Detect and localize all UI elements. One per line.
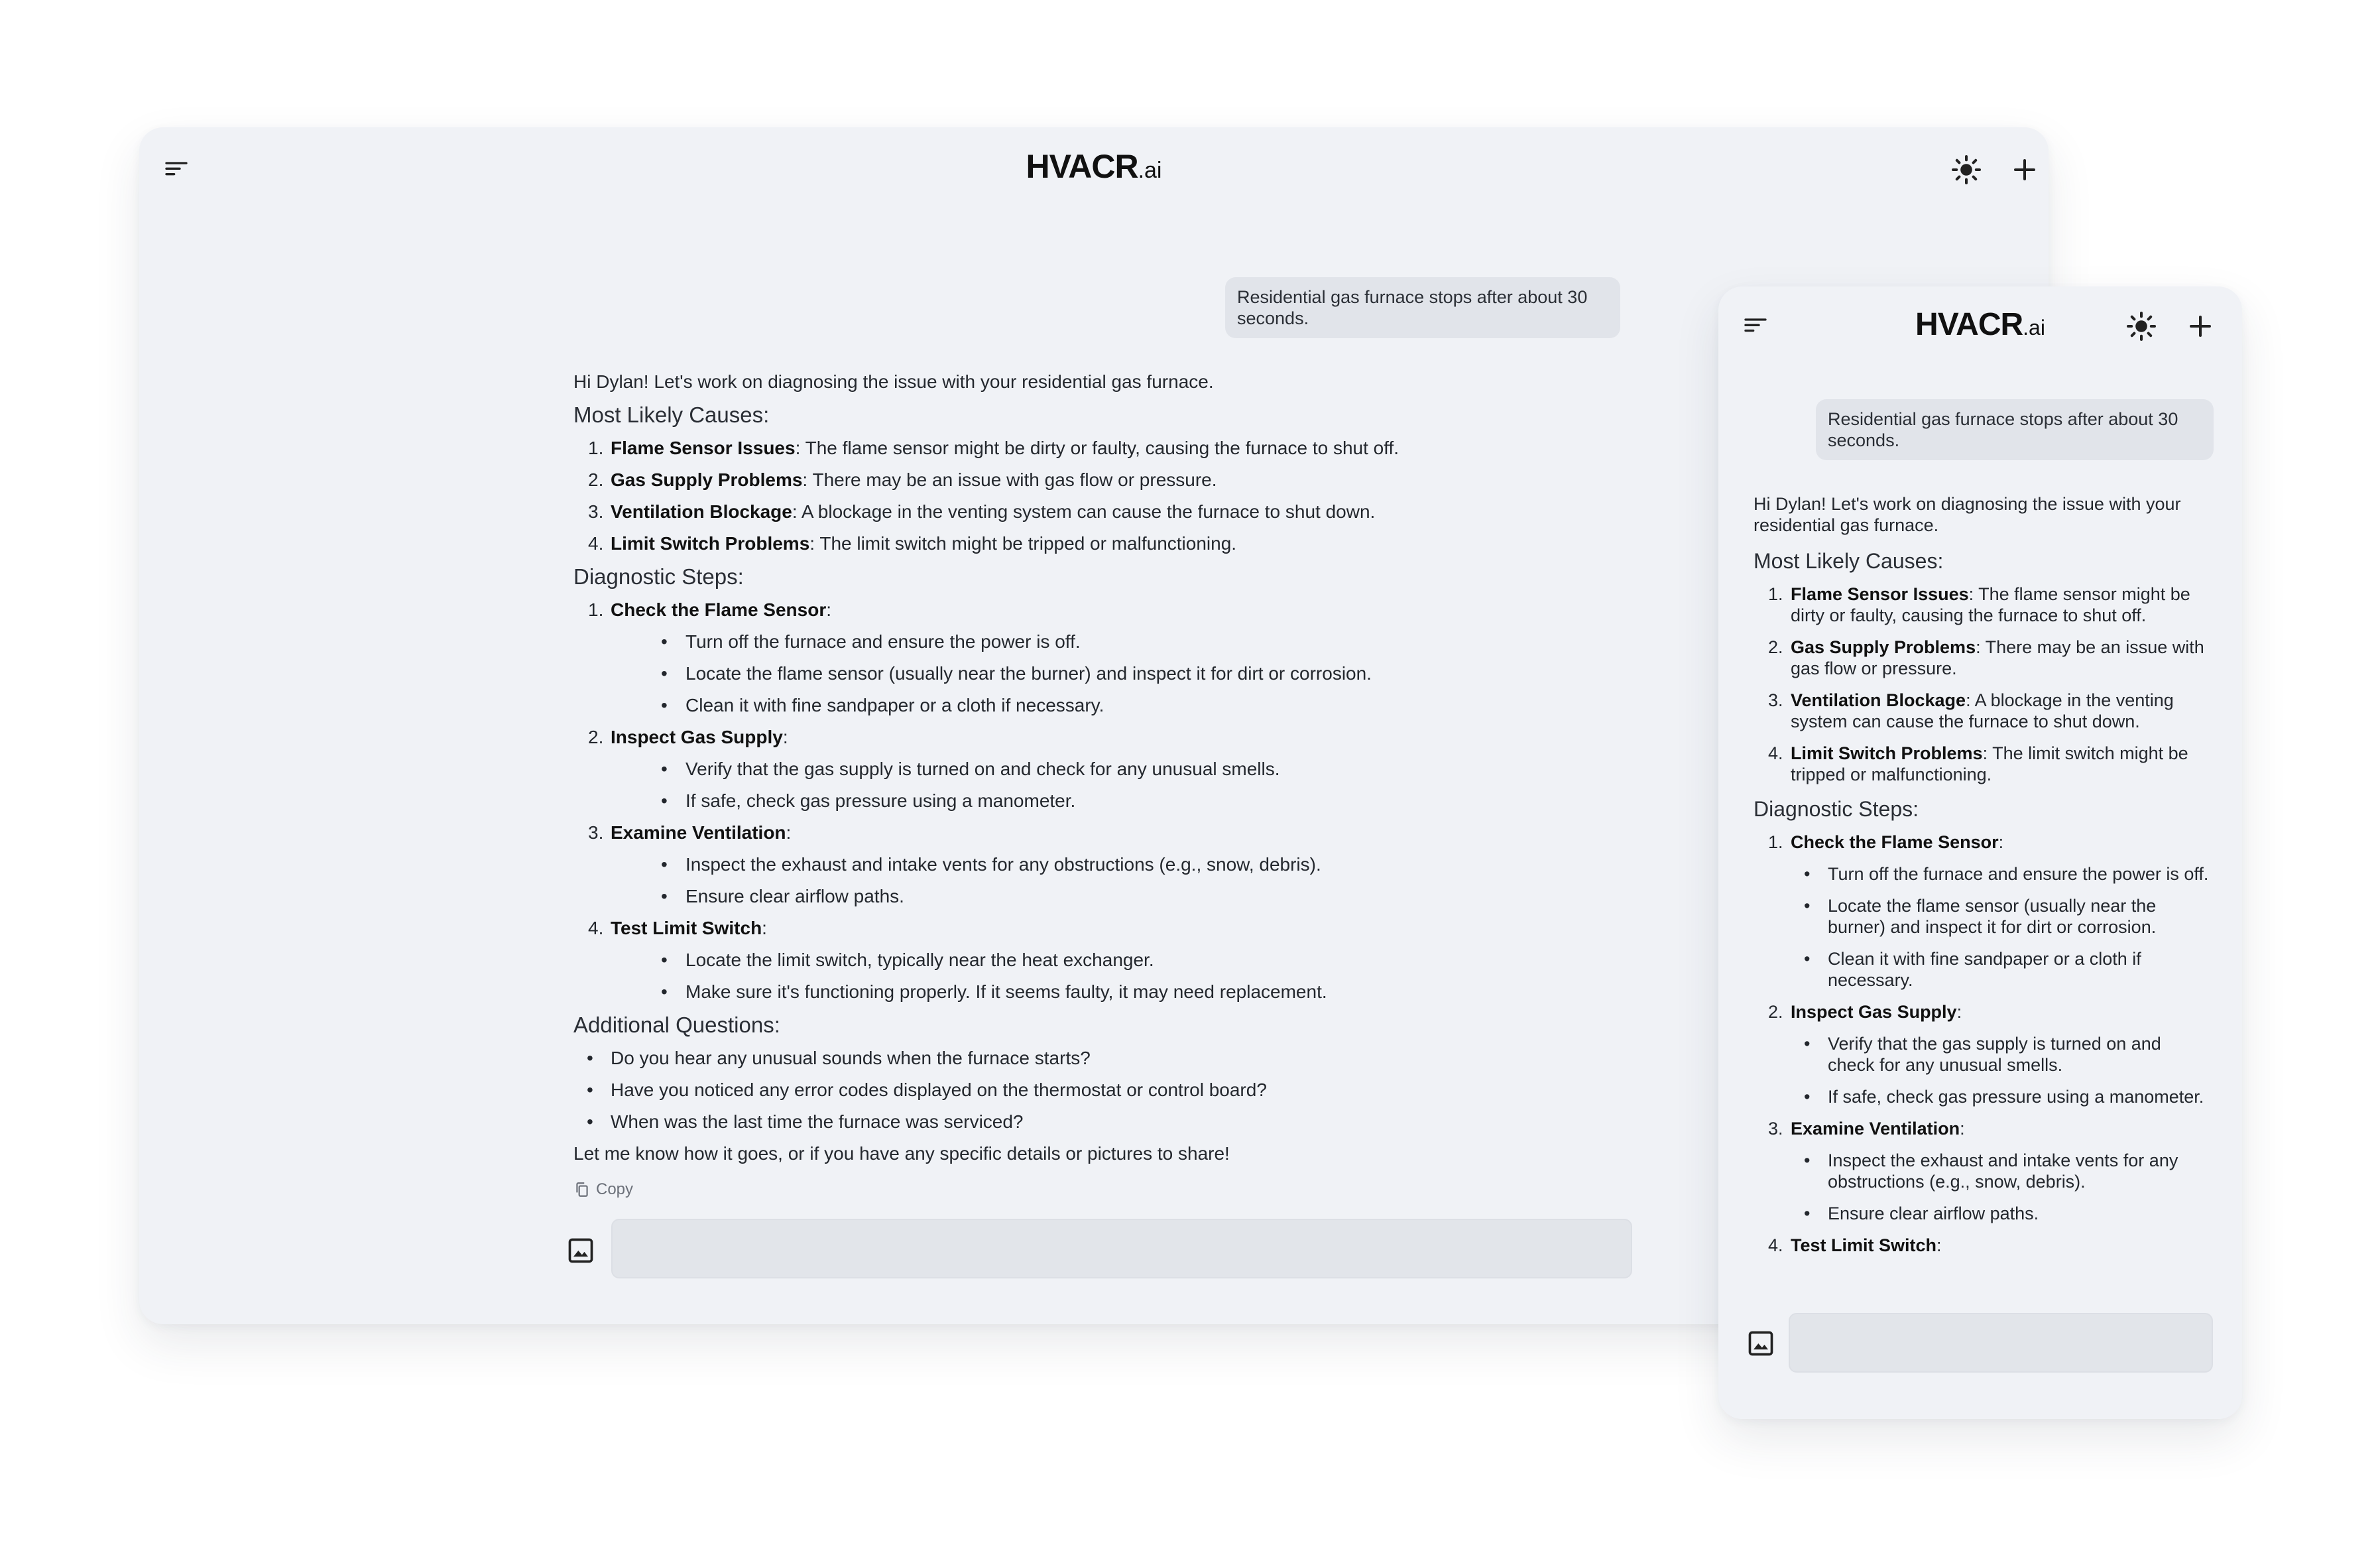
list-item: 2. Gas Supply Problems: There may be an issue with gas flow or pressure. [588,469,1217,490]
logo-main: HVACR [1026,148,1138,185]
questions-heading: Additional Questions: [573,1013,780,1037]
list-item: • If safe, check gas pressure using a manometer. [661,790,1076,811]
sun-icon[interactable] [1950,154,1982,186]
mobile-chat-window [1718,286,2242,1419]
list-item: • Ensure clear airflow paths. [661,886,904,906]
causes-list [1754,584,2211,785]
causes-heading: Most Likely Causes: [1754,549,1944,573]
logo-suffix: .ai [1138,158,1162,183]
list-item: • When was the last time the furnace was serviced? [587,1111,1024,1132]
chat-input[interactable] [611,1219,1632,1278]
list-item: 3. Ventilation Blockage: A blockage in the venting system can cause the furnace to shut down. [1768,690,2174,731]
list-item: • Ensure clear airflow paths. [1804,1204,2039,1223]
greeting-text: Hi Dylan! Let's work on diagnosing the issue with your residential gas furnace. [1754,494,2181,535]
list-item: • Have you noticed any error codes displayed on the thermostat or control board? [587,1080,1267,1100]
list-item: • Locate the flame sensor (usually near the burner) and inspect it for dirt or corrosion. [661,663,1372,684]
chat-input[interactable] [1789,1313,2213,1373]
steps-heading: Diagnostic Steps: [573,564,744,589]
plus-icon[interactable] [2184,310,2216,342]
steps-heading: Diagnostic Steps: [1754,797,1919,821]
menu-lines-icon[interactable] [163,156,190,183]
questions-list [573,1042,1740,1138]
causes-list [573,432,1740,560]
list-item: • Make sure it's functioning properly. If it seems faulty, it may need replacement. [661,981,1327,1002]
logo-main: HVACR [1915,307,2023,342]
user-message-text: Residential gas furnace stops after about 30 seconds. [1828,409,2178,450]
list-item: 3. Examine Ventilation: • Inspect the exhaust and intake vents for any obstructions (e.g., snow, debris). • Ensure clear airflow paths. [573,817,1740,912]
list-item: 2. Inspect Gas Supply: • Verify that the gas supply is turned on and check for any unusual smells. • If safe, check gas pressure using a manometer. [1754,1001,2211,1107]
list-item: • Verify that the gas supply is turned on and check for any unusual smells. [661,759,1280,779]
list-item: • Turn off the furnace and ensure the power is off. [661,631,1081,652]
list-item: 2. Gas Supply Problems: There may be an issue with gas flow or pressure. [1768,637,2204,678]
list-item: 4. Test Limit Switch: • Locate the limit switch, typically near the heat exchanger. • Make sure it's functioning properly. If it seems faulty, it may need replacement. [573,912,1740,1008]
list-item: 4. Test Limit Switch: [1768,1235,1942,1255]
app-logo [1915,306,2045,343]
list-item: 3. Ventilation Blockage: A blockage in the venting system can cause the furnace to shut down. [588,501,1376,522]
logo-suffix: .ai [2023,316,2045,340]
list-item: 3. Examine Ventilation: • Inspect the exhaust and intake vents for any obstructions (e.g., snow, debris). • Ensure clear airflow paths. [1754,1118,2211,1224]
copy-icon [573,1181,591,1198]
input-bar [1718,1300,2242,1419]
user-message-bubble [1225,277,1620,338]
closing-text: Let me know how it goes, or if you have any specific details or pictures to share! [573,1143,1230,1164]
list-item: 4. Limit Switch Problems: The limit switch might be tripped or malfunctioning. [588,533,1237,554]
copy-label: Copy [596,1180,634,1198]
list-item: • Clean it with fine sandpaper or a cloth if necessary. [1804,949,2141,990]
list-item: 1. Flame Sensor Issues: The flame sensor might be dirty or faulty, causing the furnace to shut off. [1768,584,2190,625]
list-item: 2. Inspect Gas Supply: • Verify that the gas supply is turned on and check for any unusual smells. • If safe, check gas pressure using a manometer. [573,721,1740,817]
list-item: • Do you hear any unusual sounds when the furnace starts? [587,1048,1091,1068]
sun-icon[interactable] [2125,310,2157,342]
list-item: 1. Check the Flame Sensor: • Turn off the furnace and ensure the power is off. • Locate the flame sensor (usually near the burner) and inspect it for dirt or corrosion. • Clean it with fine sandpaper or a cloth if necessary. [573,594,1740,721]
list-item: • If safe, check gas pressure using a manometer. [1804,1087,2204,1107]
list-item: 1. Check the Flame Sensor: • Turn off the furnace and ensure the power is off. • Locate the flame sensor (usually near the burner) and inspect it for dirt or corrosion. • Clean it with fine sandpaper or a cloth if necessary. [1754,832,2211,991]
list-item: 4. Limit Switch Problems: The limit switch might be tripped or malfunctioning. [1768,743,2188,784]
list-item: • Inspect the exhaust and intake vents for any obstructions (e.g., snow, debris). [661,854,1321,875]
user-message-bubble [1816,399,2214,460]
image-icon[interactable] [1746,1329,1775,1358]
list-item: • Clean it with fine sandpaper or a cloth if necessary. [661,695,1104,715]
list-item: • Inspect the exhaust and intake vents for any obstructions (e.g., snow, debris). [1804,1150,2178,1192]
plus-icon[interactable] [2009,154,2041,186]
steps-list [1754,832,2211,1256]
list-item: • Turn off the furnace and ensure the power is off. [1804,864,2209,884]
app-logo [1026,147,1162,186]
greeting-text: Hi Dylan! Let's work on diagnosing the issue with your residential gas furnace. [573,371,1214,392]
assistant-message [573,366,1740,1170]
image-icon[interactable] [566,1236,595,1265]
steps-list [573,594,1740,1008]
assistant-message [1754,493,2211,1267]
copy-button[interactable] [573,1180,633,1199]
list-item: • Verify that the gas supply is turned on and check for any unusual smells. [1804,1034,2161,1075]
list-item: 1. Flame Sensor Issues: The flame sensor might be dirty or faulty, causing the furnace to shut off. [588,438,1399,458]
causes-heading: Most Likely Causes: [573,402,770,427]
user-message-text: Residential gas furnace stops after about 30 seconds. [1237,287,1588,328]
menu-lines-icon[interactable] [1742,313,1769,340]
list-item: • Locate the limit switch, typically near the heat exchanger. [661,950,1154,970]
list-item: • Locate the flame sensor (usually near the burner) and inspect it for dirt or corrosion. [1804,896,2157,937]
